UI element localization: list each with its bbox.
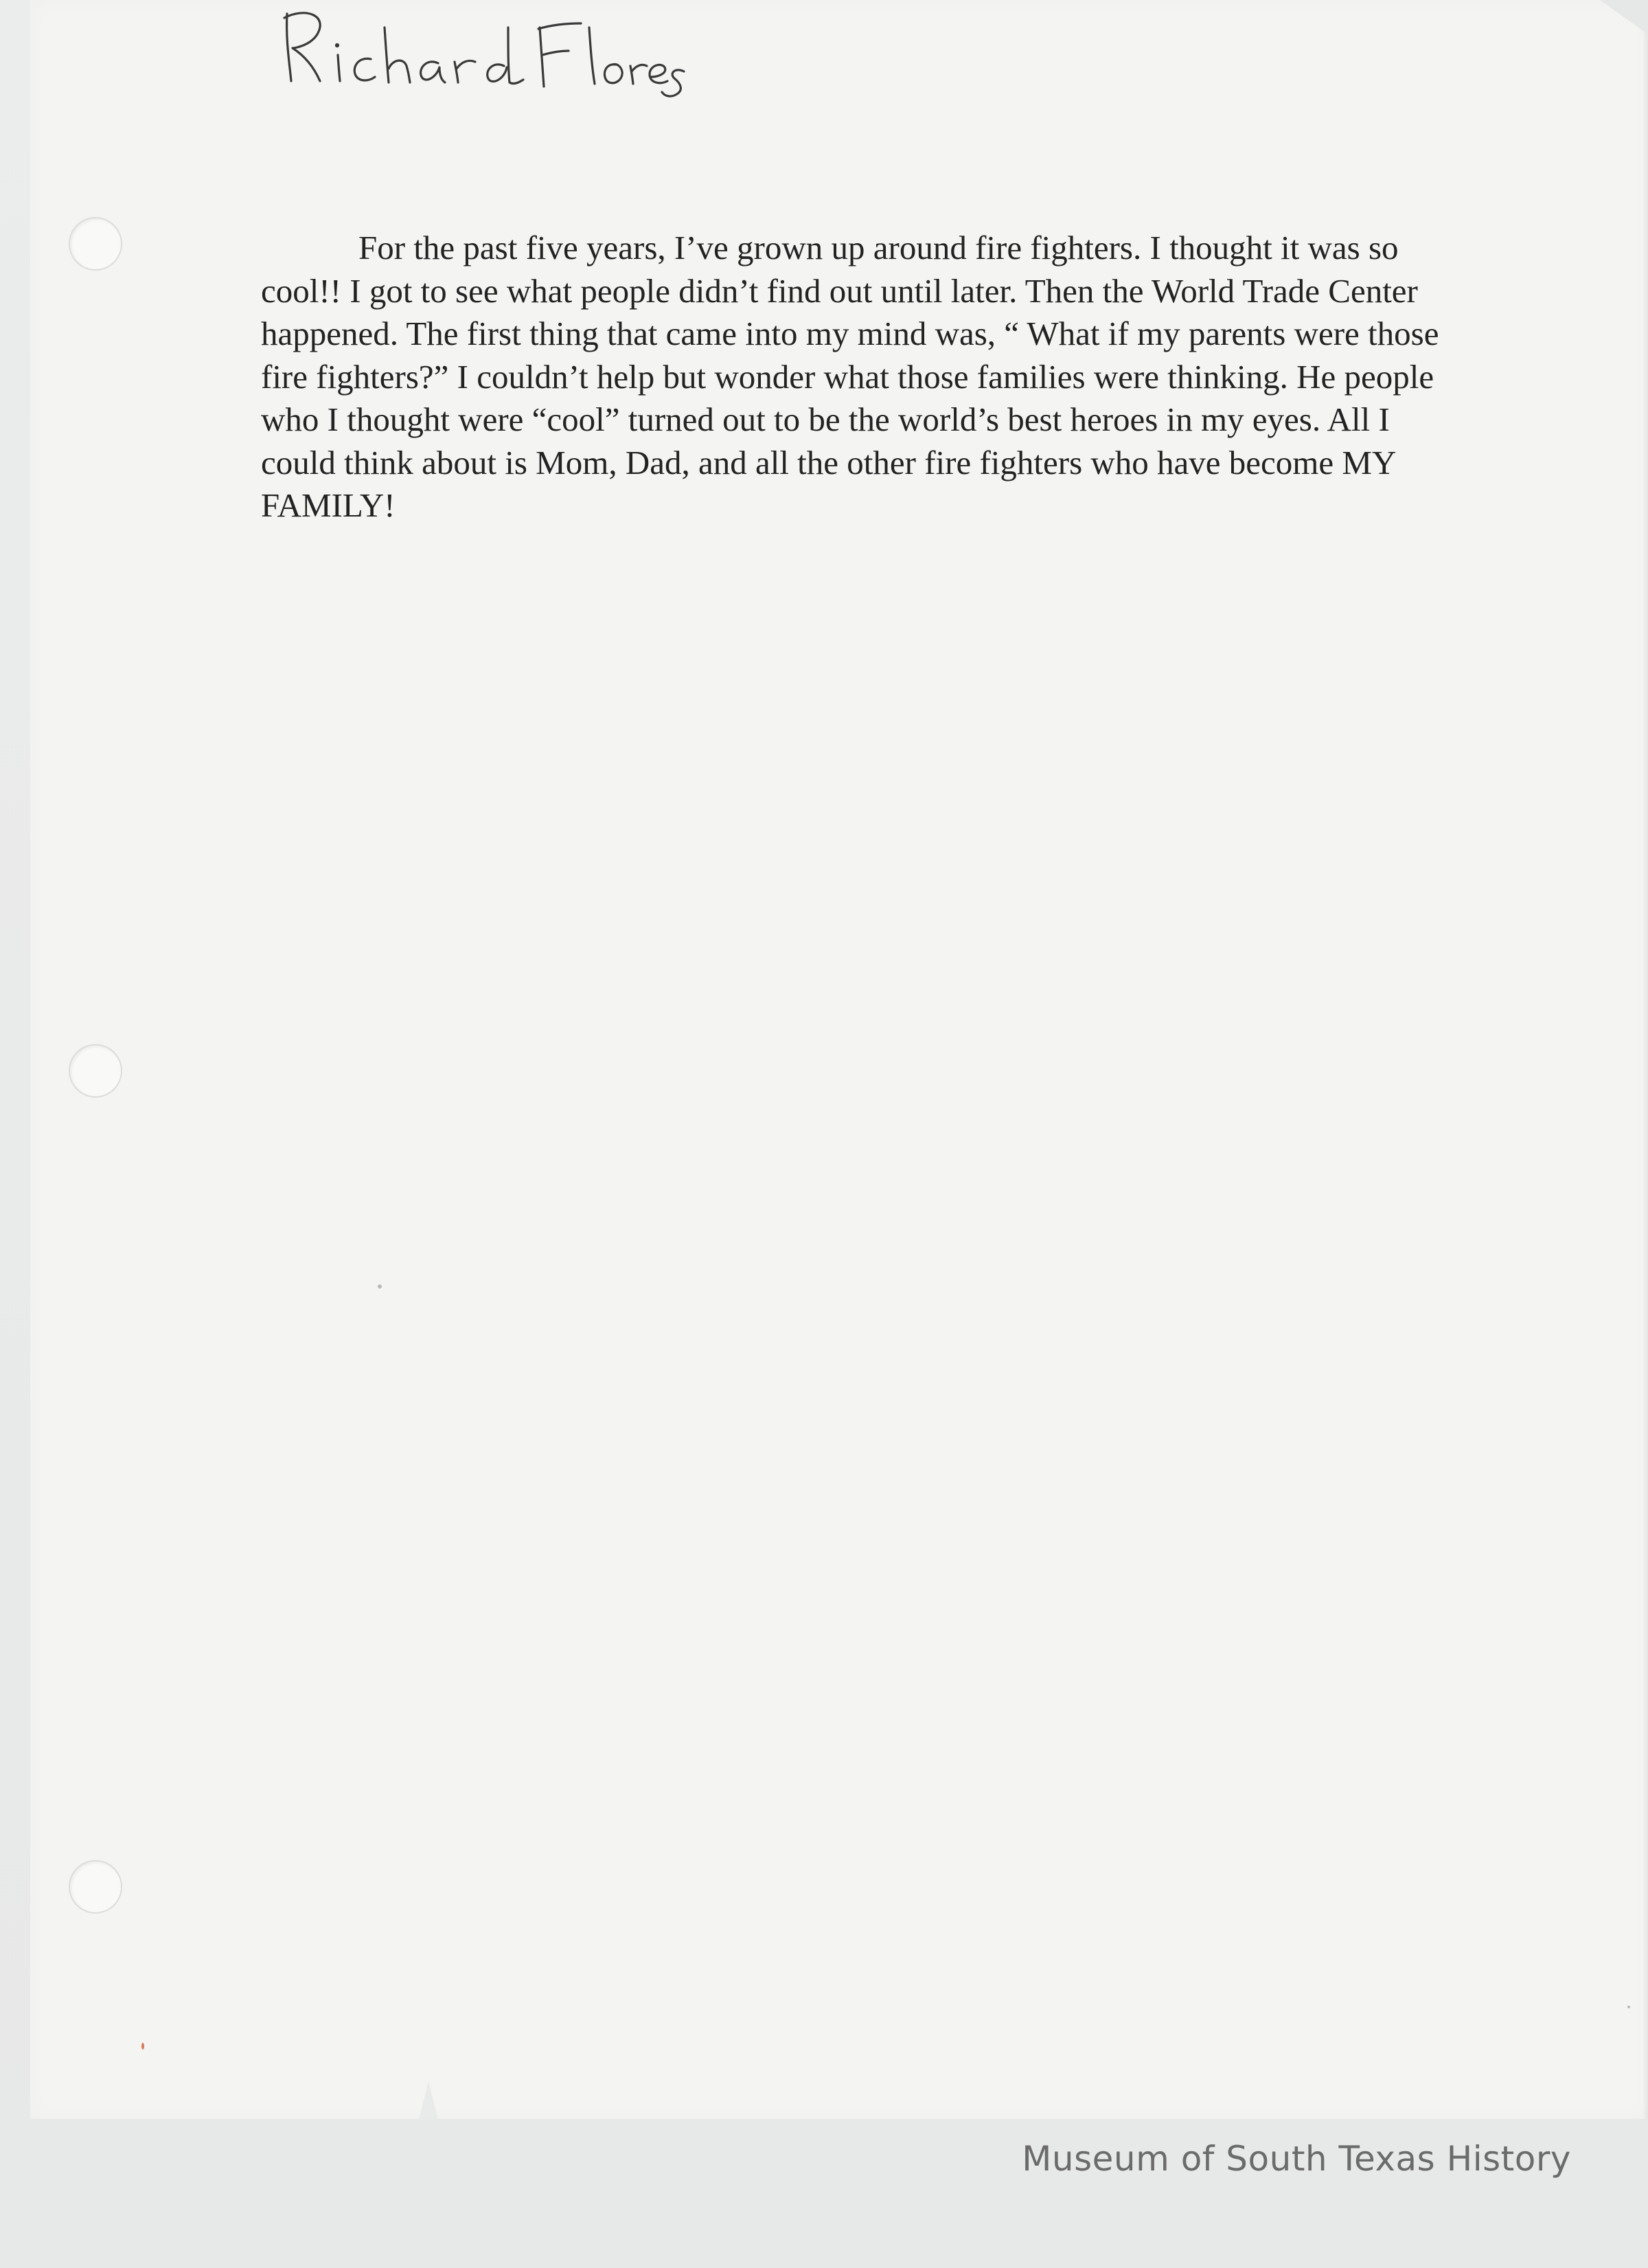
punch-hole-top — [69, 217, 122, 271]
museum-watermark: Museum of South Texas History — [1022, 2139, 1571, 2179]
scan-speck — [141, 2043, 144, 2050]
punch-hole-middle — [69, 1044, 122, 1098]
scan-speck — [378, 1284, 382, 1289]
paper-edge-shadow — [1643, 0, 1648, 2119]
paper-folded-corner — [1600, 0, 1648, 34]
essay-paragraph: For the past five years, I’ve grown up around fire fighters. I thought it was so cool!! I got to see what people didn’t find out until later. Then the World Trade Center happened. The first thing that came into my mind was, “ What if my parents were those fire fighters?” I couldn’t help but wonder what those families were thinking. He people who I thought were “cool” turned out to be the world’s best heroes in my eyes. All I could think about is Mom, Dad, and all the other fire fighters who have become MY FAMILY! — [261, 229, 1439, 524]
punch-hole-bottom — [69, 1860, 122, 1914]
scan-speck — [1627, 2006, 1630, 2008]
handwritten-signature — [275, 0, 687, 117]
paper-bottom-notch — [419, 2081, 438, 2120]
